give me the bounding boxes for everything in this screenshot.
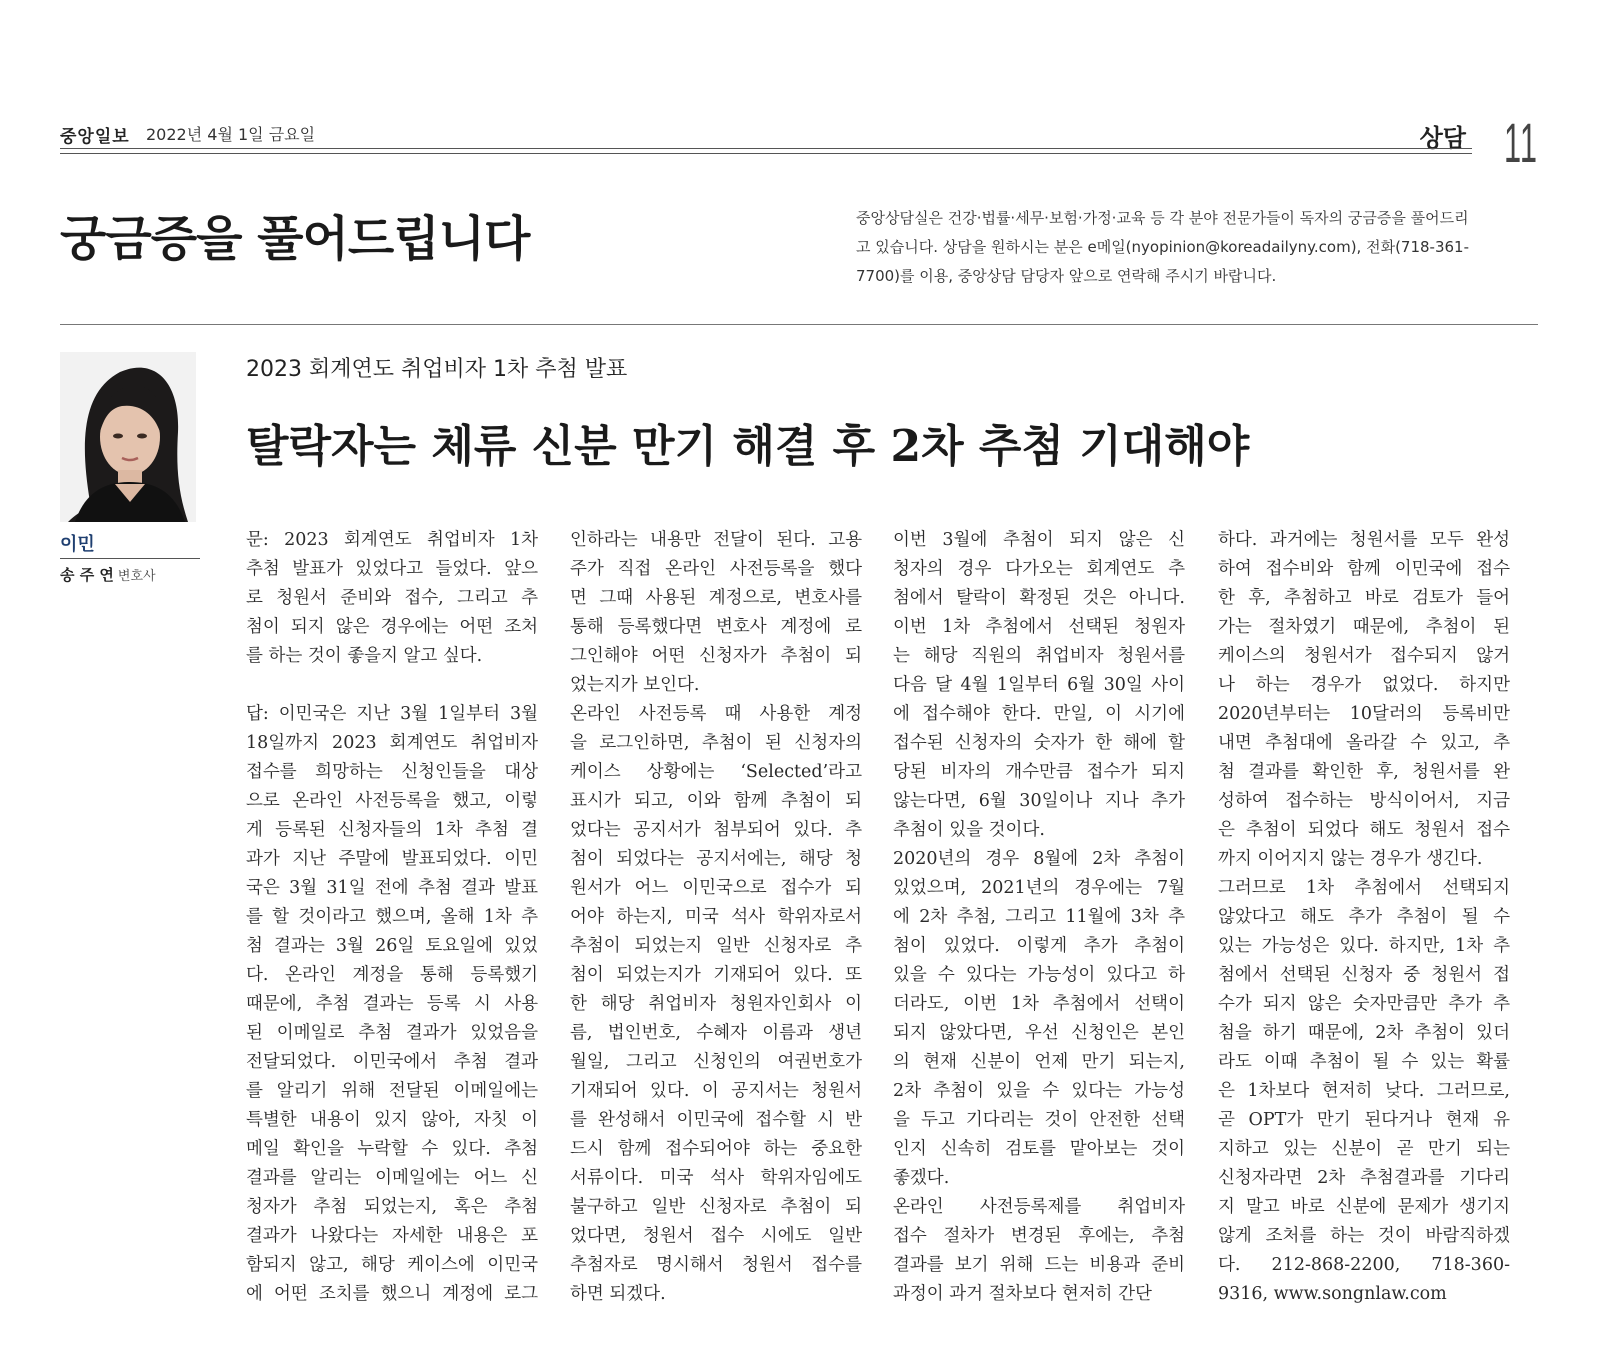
body-line: 있는 가능성은 있다. 하지만, 1차 추 bbox=[1218, 936, 1510, 956]
body-line: 하다. 과거에는 청원서를 모두 완성 bbox=[1218, 530, 1510, 550]
issue-date: 2022년 4월 1일 금요일 bbox=[146, 125, 316, 144]
body-line: 다. 온라인 계정을 통해 등록했기 bbox=[246, 965, 538, 985]
author-byline bbox=[60, 564, 156, 585]
body-line: 9316, www.songnlaw.com bbox=[1218, 1284, 1447, 1304]
body-line: 메일 확인을 누락할 수 있다. 추첨 bbox=[246, 1139, 538, 1159]
body-line: 내면 추첨대에 올라갈 수 있고, 추 bbox=[1218, 733, 1510, 753]
body-line: 의 현재 신분이 언제 만기 되는지, bbox=[893, 1052, 1185, 1072]
body-line: 있을 수 있다는 가능성이 있다고 하 bbox=[893, 965, 1185, 985]
body-line: 수가 되지 않은 숫자만큼만 추가 추 bbox=[1218, 994, 1510, 1014]
body-line: 그인해야 어떤 신청자가 추첨이 되 bbox=[570, 646, 862, 666]
body-line: 청자의 경우 다가오는 회계연도 추 bbox=[893, 559, 1185, 579]
body-line: 까지 이어지지 않는 경우가 생긴다. bbox=[1218, 849, 1483, 869]
article-column-4 bbox=[1218, 526, 1510, 1309]
body-line: 첨이 되지 않은 경우에는 어떤 조처 bbox=[246, 617, 538, 637]
body-line: 이번 1차 추첨에서 선택된 청원자 bbox=[893, 617, 1185, 637]
paragraph-gap bbox=[246, 671, 538, 700]
body-line: 않는다면, 6월 30일이나 지나 추가 bbox=[893, 791, 1185, 811]
article-column-1 bbox=[246, 526, 538, 1309]
body-line: 때문에, 추첨 결과는 등록 시 사용 bbox=[246, 994, 538, 1014]
body-line: 지하고 있는 신분이 곧 만기 되는 bbox=[1218, 1139, 1510, 1159]
author-name: 송 주 연 bbox=[60, 566, 114, 584]
body-line: 첨에서 탈락이 확정된 것은 아니다. bbox=[893, 588, 1185, 608]
body-line: 를 하는 것이 좋을지 알고 싶다. bbox=[246, 646, 483, 666]
body-line: 한 후, 추첨하고 바로 검토가 들어 bbox=[1218, 588, 1510, 608]
body-line: 2차 추첨이 있을 수 있다는 가능성 bbox=[893, 1081, 1185, 1101]
newspaper-logo: 중앙일보 bbox=[60, 127, 130, 147]
body-line: 과정이 과거 절차보다 현저히 간단 bbox=[893, 1284, 1152, 1304]
notice-line: 중앙상담실은 건강·법률·세무·보험·가정·교육 등 각 분야 전문가들이 독자의 궁금증을 풀어드리 bbox=[856, 209, 1469, 227]
body-line: 추첨자로 명시해서 청원서 접수를 bbox=[570, 1255, 862, 1275]
author-photo bbox=[60, 352, 196, 522]
author-portrait-icon bbox=[60, 352, 196, 522]
article-column-3 bbox=[893, 526, 1185, 1309]
body-line: 국은 3월 31일 전에 추첨 결과 발표 bbox=[246, 878, 538, 898]
body-line: 은 1차보다 현저히 낮다. 그러므로, bbox=[1218, 1081, 1510, 1101]
body-line: 추첨 발표가 있었다고 들었다. 앞으 bbox=[246, 559, 538, 579]
body-line: 게 등록된 신청자들의 1차 추첨 결 bbox=[246, 820, 538, 840]
body-line: 첨이 있었다. 이렇게 추가 추첨이 bbox=[893, 936, 1185, 956]
body-line: 곧 OPT가 만기 된다거나 현재 유 bbox=[1218, 1110, 1510, 1130]
body-line: 라도 이때 추첨이 될 수 있는 확률 bbox=[1218, 1052, 1510, 1072]
body-line: 를 할 것이라고 했으며, 올해 1차 추 bbox=[246, 907, 538, 927]
body-line: 되지 않았다면, 우선 신청인은 본인 bbox=[893, 1023, 1185, 1043]
body-line: 서류이다. 미국 석사 학위자임에도 bbox=[570, 1168, 862, 1188]
body-line: 있었으며, 2021년의 경우에는 7월 bbox=[893, 878, 1185, 898]
author-title: 변호사 bbox=[117, 569, 156, 584]
body-line: 주가 직접 온라인 사전등록을 했다 bbox=[570, 559, 862, 579]
body-line: 한 해당 취업비자 청원자인회사 이 bbox=[570, 994, 862, 1014]
body-line: 으로 온라인 사전등록을 했고, 이렇 bbox=[246, 791, 538, 811]
section-divider bbox=[60, 324, 1538, 325]
body-line: 첨 결과는 3월 26일 토요일에 있었 bbox=[246, 936, 538, 956]
body-line: 은 추첨이 되었다 해도 청원서 접수 bbox=[1218, 820, 1510, 840]
body-line: 을 두고 기다리는 것이 안전한 선택 bbox=[893, 1110, 1185, 1130]
body-line: 첨에서 선택된 신청자 중 청원서 접 bbox=[1218, 965, 1510, 985]
body-line: 추첨이 되었는지 일반 신청자로 추 bbox=[570, 936, 862, 956]
body-line: 않게 조처를 하는 것이 바람직하겠 bbox=[1218, 1226, 1510, 1246]
body-line: 지 말고 바로 신분에 문제가 생기지 bbox=[1218, 1197, 1510, 1217]
body-line: 나 하는 경우가 없었다. 하지만 bbox=[1218, 675, 1510, 695]
body-line: 당된 비자의 개수만큼 접수가 되지 bbox=[893, 762, 1185, 782]
body-line: 온라인 사전등록 때 사용한 계정 bbox=[570, 704, 862, 724]
column-category: 이민 bbox=[60, 534, 95, 555]
body-line: 결과를 알리는 이메일에는 어느 신 bbox=[246, 1168, 538, 1188]
body-line: 에 어떤 조치를 했으니 계정에 로그 bbox=[246, 1284, 538, 1304]
body-line: 에 접수해야 한다. 만일, 이 시기에 bbox=[893, 704, 1185, 724]
page-header bbox=[60, 111, 1538, 174]
body-line: 18일까지 2023 회계연도 취업비자 bbox=[246, 733, 538, 753]
body-line: 된 이메일로 추첨 결과가 있었음을 bbox=[246, 1023, 538, 1043]
body-line: 불구하고 일반 신청자로 추첨이 되 bbox=[570, 1197, 862, 1217]
body-line: 통해 등록했다면 변호사 계정에 로 bbox=[570, 617, 862, 637]
body-line: 첨을 하기 때문에, 2차 추첨이 있더 bbox=[1218, 1023, 1510, 1043]
body-line: 첨이 되었는지가 기재되어 있다. 또 bbox=[570, 965, 862, 985]
body-line: 않았다고 해도 추가 추첨이 될 수 bbox=[1218, 907, 1510, 927]
body-line: 첨이 되었다는 공지서에는, 해당 청 bbox=[570, 849, 862, 869]
notice-line: 7700)를 이용, 중앙상담 담당자 앞으로 연락해 주시기 바랍니다. bbox=[856, 267, 1277, 285]
body-line: 기재되어 있다. 이 공지서는 청원서 bbox=[570, 1081, 862, 1101]
article-column-2 bbox=[570, 526, 862, 1309]
body-line: 신청자라면 2차 추첨결과를 기다리 bbox=[1218, 1168, 1510, 1188]
body-line: 특별한 내용이 있지 않아, 자칫 이 bbox=[246, 1110, 538, 1130]
body-line: 청자가 추첨 되었는지, 혹은 추첨 bbox=[246, 1197, 538, 1217]
body-line: 접수된 신청자의 숫자가 한 해에 할 bbox=[893, 733, 1185, 753]
column-masthead: 궁금증을 풀어드립니다 bbox=[60, 211, 530, 267]
body-line: 2020년부터는 10달러의 등록비만 bbox=[1218, 704, 1510, 724]
body-line: 추첨이 있을 것이다. bbox=[893, 820, 1045, 840]
author-rule bbox=[60, 558, 200, 559]
body-line: 인지 신속히 검토를 맡아보는 것이 bbox=[893, 1139, 1185, 1159]
body-line: 인하라는 내용만 전달이 된다. 고용 bbox=[570, 530, 862, 550]
body-line: 하여 접수비와 함께 이민국에 접수 bbox=[1218, 559, 1510, 579]
body-line: 었다면, 청원서 접수 시에도 일반 bbox=[570, 1226, 862, 1246]
body-line: 그러므로 1차 추첨에서 선택되지 bbox=[1218, 878, 1510, 898]
body-line: 첨 결과를 확인한 후, 청원서를 완 bbox=[1218, 762, 1510, 782]
body-line: 가는 절차였기 때문에, 추첨이 된 bbox=[1218, 617, 1510, 637]
body-line: 다. 212-868-2200, 718-360- bbox=[1218, 1255, 1510, 1275]
body-line: 온라인 사전등록제를 취업비자 bbox=[893, 1197, 1185, 1217]
body-line: 로 청원서 준비와 접수, 그리고 추 bbox=[246, 588, 538, 608]
body-line: 2020년의 경우 8월에 2차 추첨이 bbox=[893, 849, 1185, 869]
body-line: 결과가 나왔다는 자세한 내용은 포 bbox=[246, 1226, 538, 1246]
body-line: 결과를 보기 위해 드는 비용과 준비 bbox=[893, 1255, 1185, 1275]
article-headline: 탈락자는 체류 신분 만기 해결 후 2차 추첨 기대해야 bbox=[246, 421, 1250, 472]
body-line: 름, 법인번호, 수혜자 이름과 생년 bbox=[570, 1023, 862, 1043]
header-rule bbox=[60, 148, 1472, 154]
body-line: 접수를 희망하는 신청인들을 대상 bbox=[246, 762, 538, 782]
body-line: 었는지가 보인다. bbox=[570, 675, 700, 695]
body-line: 었다는 공지서가 첨부되어 있다. 추 bbox=[570, 820, 862, 840]
body-line: 접수 절차가 변경된 후에는, 추첨 bbox=[893, 1226, 1185, 1246]
body-line: 에 2차 추첨, 그리고 11월에 3차 추 bbox=[893, 907, 1185, 927]
body-line: 답: 이민국은 지난 3월 1일부터 3월 bbox=[246, 704, 538, 724]
body-line: 표시가 되고, 이와 함께 추첨이 되 bbox=[570, 791, 862, 811]
body-line: 는 해당 직원의 취업비자 청원서를 bbox=[893, 646, 1185, 666]
body-line: 함되지 않고, 해당 케이스에 이민국 bbox=[246, 1255, 538, 1275]
body-line: 좋겠다. bbox=[893, 1168, 950, 1188]
body-line: 케이스의 청원서가 접수되지 않거 bbox=[1218, 646, 1510, 666]
body-line: 하면 되겠다. bbox=[570, 1284, 666, 1304]
notice-line: 고 있습니다. 상담을 원하시는 분은 e메일(nyopinion@koreadailyny.com), 전화(718-361- bbox=[856, 238, 1470, 256]
body-line: 을 로그인하면, 추첨이 된 신청자의 bbox=[570, 733, 862, 753]
body-line: 원서가 어느 이민국으로 접수가 되 bbox=[570, 878, 862, 898]
body-line: 전달되었다. 이민국에서 추첨 결과 bbox=[246, 1052, 538, 1072]
body-line: 더라도, 이번 1차 추첨에서 선택이 bbox=[893, 994, 1185, 1014]
body-line: 면 그때 사용된 계정으로, 변호사를 bbox=[570, 588, 862, 608]
body-line: 문: 2023 회계연도 취업비자 1차 bbox=[246, 530, 538, 550]
page-number: 11 bbox=[1503, 111, 1538, 174]
column-notice bbox=[856, 204, 1516, 291]
body-line: 를 완성해서 이민국에 접수할 시 반 bbox=[570, 1110, 862, 1130]
article-kicker: 2023 회계연도 취업비자 1차 추첨 발표 bbox=[246, 357, 628, 382]
body-line: 드시 함께 접수되어야 하는 중요한 bbox=[570, 1139, 862, 1159]
body-line: 케이스 상황에는 ‘Selected’라고 bbox=[570, 762, 862, 782]
body-line: 과가 지난 주말에 발표되었다. 이민 bbox=[246, 849, 538, 869]
section-name: 상담 bbox=[1419, 124, 1466, 152]
body-line: 성하여 접수하는 방식이어서, 지금 bbox=[1218, 791, 1510, 811]
body-line: 를 알리기 위해 전달된 이메일에는 bbox=[246, 1081, 538, 1101]
body-line: 다음 달 4월 1일부터 6월 30일 사이 bbox=[893, 675, 1185, 695]
body-line: 월일, 그리고 신청인의 여권번호가 bbox=[570, 1052, 862, 1072]
body-line: 이번 3월에 추첨이 되지 않은 신 bbox=[893, 530, 1185, 550]
body-line: 어야 하는지, 미국 석사 학위자로서 bbox=[570, 907, 862, 927]
